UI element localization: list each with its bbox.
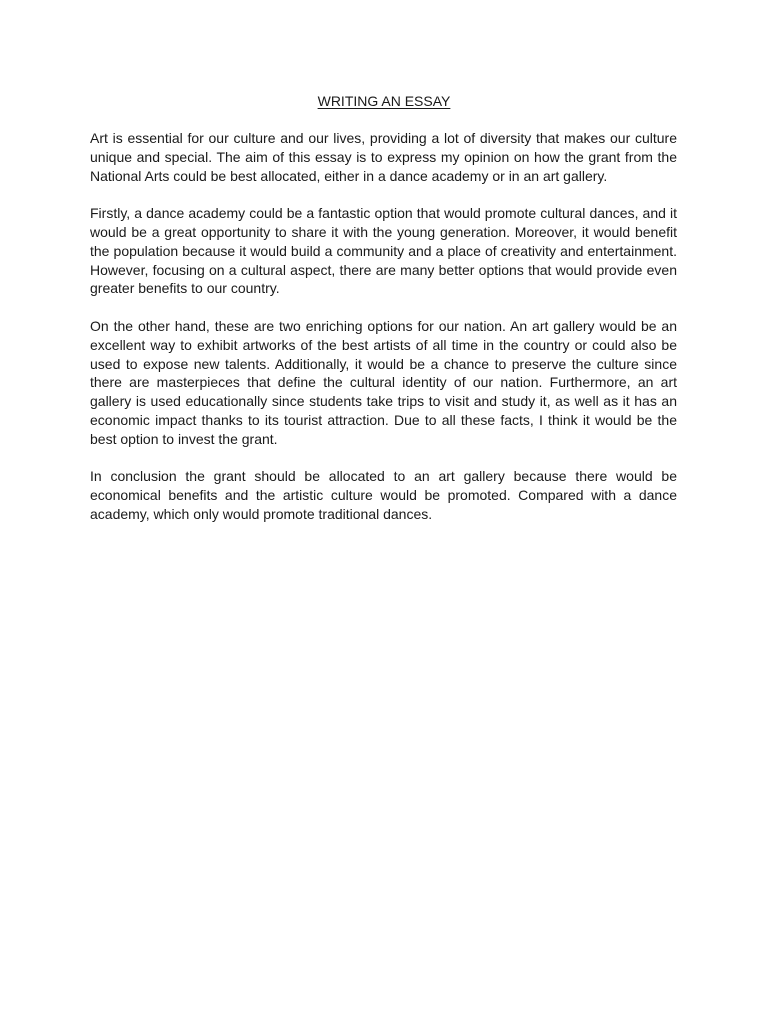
paragraph-conclusion: In conclusion the grant should be allocated to an art gallery because there would be economical benefits and the artistic culture would be promoted. Compared with a dance academy, which only would promote traditional dances. xyxy=(90,468,677,522)
paragraph-introduction: Art is essential for our culture and our lives, providing a lot of diversity that makes our culture unique and special. The aim of this essay is to express my opinion on how the grant from the National Arts could be best allocated, either in a dance academy or in an art gallery. xyxy=(90,130,677,184)
paragraph-dance-academy: Firstly, a dance academy could be a fantastic option that would promote cultural dances, and it would be a great opportunity to share it with the young generation. Moreover, it would benefit the population because it would build a community and a place of creativity and entertainment. However, focusing on a cultural aspect, there are many better options that would provide even greater benefits to our country. xyxy=(90,205,677,297)
document-title: WRITING AN ESSAY xyxy=(317,93,451,109)
paragraph-art-gallery: On the other hand, these are two enriching options for our nation. An art gallery would be an excellent way to exhibit artworks of the best artists of all time in the country or could also be used to expose new talents. Additionally, it would be a chance to preserve the culture since there are masterpieces that define the cultural identity of our nation. Furthermore, an art gallery is used educationally since students take trips to visit and study it, as well as it has an economic impact thanks to its tourist attraction. Due to all these facts, I think it would be the best option to invest the grant. xyxy=(90,317,677,447)
essay-body xyxy=(90,129,677,543)
